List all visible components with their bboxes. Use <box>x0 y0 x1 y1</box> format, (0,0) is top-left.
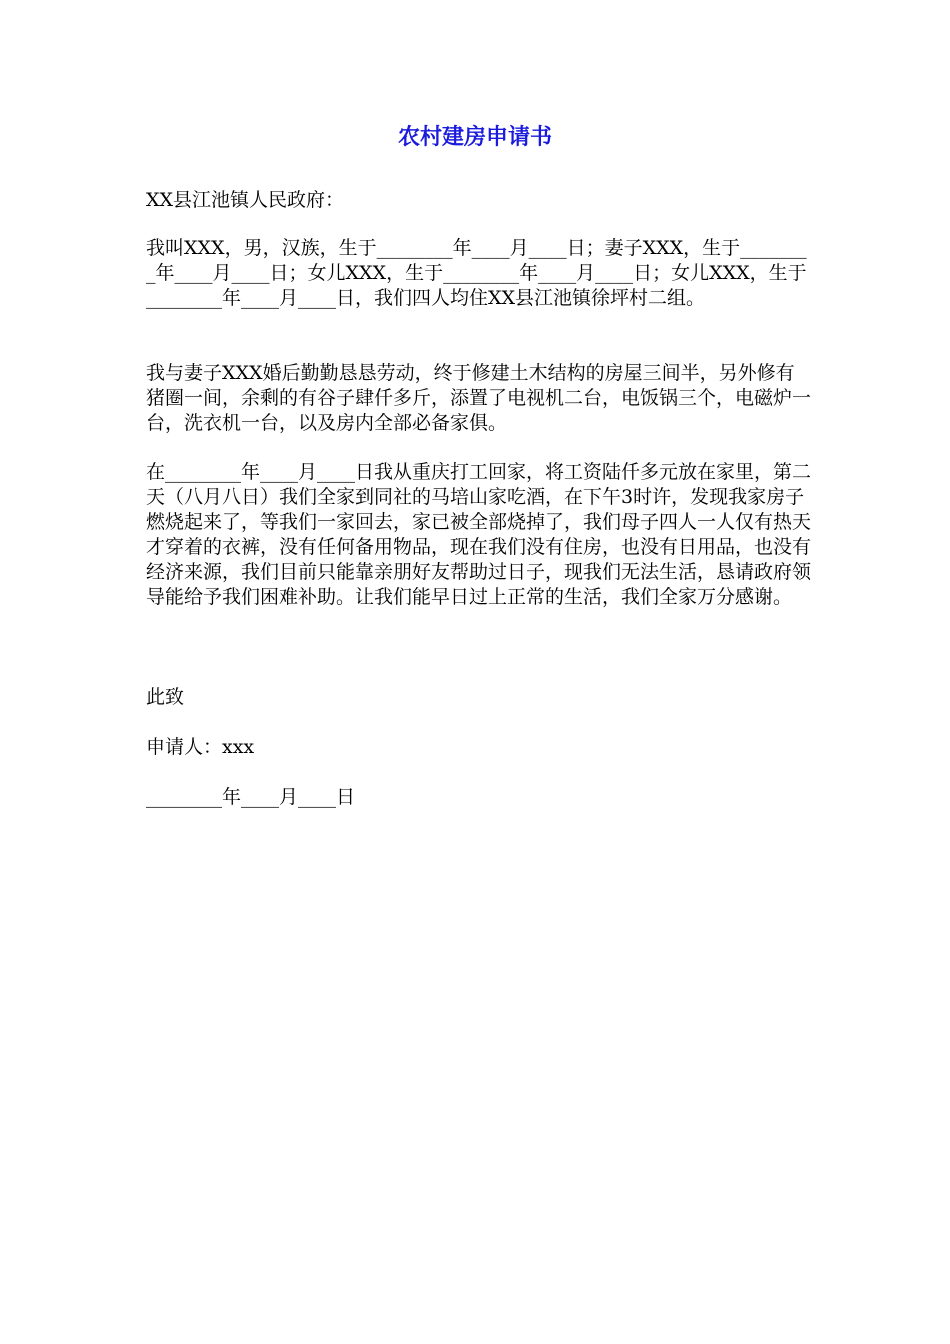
date-line: ________年____月____日 <box>146 786 356 808</box>
salutation: XX县江池镇人民政府： <box>146 189 345 211</box>
document-title: 农村建房申请书 <box>397 125 552 150</box>
applicant-signature: 申请人：xxx <box>146 736 255 758</box>
closing: 此致 <box>146 686 185 708</box>
paragraph-family-info: 我叫XXX，男，汉族，生于________年____月____日；妻子XXX，生于________年____月____日；女儿XXX，生于________年____月____日；女儿XXX，生于________年____月____日，我们四人均住XX县江池镇徐坪村二组。 <box>146 237 807 309</box>
paragraph-property-info: 我与妻子XXX婚后勤勤恳恳劳动，终于修建土木结构的房屋三间半，另外修有猪圈一间，余剩的有谷子肆仟多斤，添置了电视机二台，电饭锅三个，电磁炉一台，洗衣机一台，以及房内全部必备家俱。 <box>146 362 812 434</box>
paragraph-fire-incident: 在________年____月____日我从重庆打工回家，将工资陆仟多元放在家里，第二天（八月八日）我们全家到同社的马培山家吃酒，在下午3时许，发现我家房子燃烧起来了，等我们一家回去，家已被全部烧掉了，我们母子四人一人仅有热天才穿着的衣裤，没有任何备用物品，现在我们没有住房，也没有日用品，也没有经济来源，我们目前只能靠亲朋好友帮助过日子，现我们无法生活，恳请政府领导能给予我们困难补助。让我们能早日过上正常的生活，我们全家万分感谢。 <box>146 461 812 608</box>
